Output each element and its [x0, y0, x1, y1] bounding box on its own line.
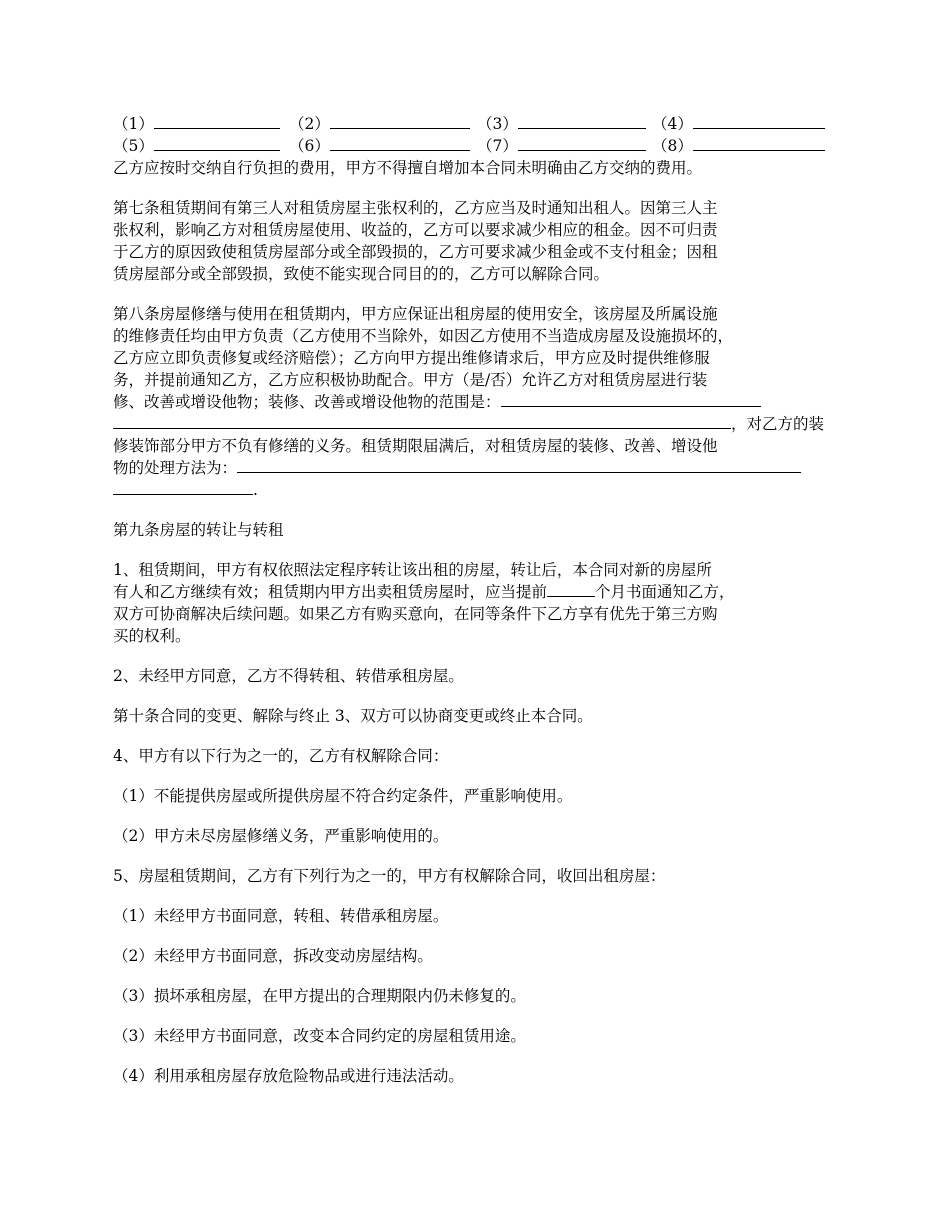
- fee-slot-label: （1）: [113, 115, 154, 133]
- notice-prefix: 有人和乙方继续有效；租赁期内甲方出卖租赁房屋时，应当提前: [113, 583, 548, 601]
- clause-2: 2、未经甲方同意，乙方不得转租、转借承租房屋。: [113, 667, 464, 685]
- clause-1-line: 1、租赁期间，甲方有权依照法定程序转让该出租的房屋，转让后，本合同对新的房屋所: [113, 561, 712, 579]
- fee-slot-4: [652, 113, 832, 135]
- fee-blank-line: [518, 135, 646, 151]
- fee-slot-label: （8）: [652, 137, 693, 155]
- article-7-line: 张权利，影响乙方对租赁房屋使用、收益的，乙方可以要求减少相应的租金。因不可归责: [113, 221, 718, 239]
- clause-1-line: 买的权利。: [113, 627, 191, 645]
- fee-blank-line: [154, 113, 280, 129]
- article-8-line: 修装饰部分甲方不负有修缮的义务。租赁期限届满后，对租赁房屋的装修、改善、增设他: [113, 437, 718, 455]
- disposal-blank: [237, 457, 801, 473]
- article-8-disposal-cont: [113, 479, 840, 501]
- scope-label: 修、改善或增设他物；装修、改善或增设他物的范围是：: [113, 393, 501, 411]
- fee-slot-7: [477, 135, 652, 157]
- article-8-line: 务，并提前通知乙方，乙方应积极协助配合。甲方（是/否）允许乙方对租赁房屋进行装: [113, 371, 708, 389]
- clause-5: 5、房屋租赁期间，乙方有下列行为之一的，甲方有权解除合同，收回出租房屋：: [113, 867, 666, 885]
- disposal-blank-cont: [113, 479, 253, 495]
- notice-months-blank: [547, 581, 595, 597]
- article-7-line: 于乙方的原因致使租赁房屋部分或全部毁损的，乙方可要求减少租金或不支付租金；因租: [113, 243, 718, 261]
- fee-slot-label: （6）: [289, 137, 330, 155]
- fee-blank-line: [330, 135, 470, 151]
- scope-blank: [501, 391, 761, 407]
- clause-1-line: 双方可协商解决后续问题。如果乙方有购买意向，在同等条件下乙方享有优先于第三方购: [113, 605, 718, 623]
- article-7-line: 第七条租赁期间有第三人对租赁房屋主张权利的，乙方应当及时通知出租人。因第三人主: [113, 199, 718, 217]
- article-8-scope-line: [113, 391, 840, 413]
- article-8-line: 第八条房屋修缮与使用在租赁期内，甲方应保证出租房屋的使用安全，该房屋及所属设施: [113, 305, 718, 323]
- clause-5-item: （4）利用承租房屋存放危险物品或进行违法活动。: [113, 1067, 464, 1085]
- clause-5-item: （1）未经甲方书面同意，转租、转借承租房屋。: [113, 907, 449, 925]
- article-7-line: 赁房屋部分或全部毁损，致使不能实现合同目的的，乙方可以解除合同。: [113, 265, 610, 283]
- fee-blank-line: [518, 113, 646, 129]
- fee-slot-label: （5）: [113, 137, 154, 155]
- article-10: 第十条合同的变更、解除与终止 3、双方可以协商变更或终止本合同。: [113, 707, 593, 725]
- fee-blank-row-2: [113, 135, 840, 157]
- article-8-line: 乙方应立即负责修复或经济赔偿）；乙方向甲方提出维修请求后，甲方应及时提供维修服: [113, 349, 710, 367]
- fee-slot-8: [652, 135, 832, 157]
- fee-slot-label: （3）: [477, 115, 518, 133]
- fee-slot-2: [289, 113, 477, 135]
- fee-slot-1: [113, 113, 289, 135]
- fee-blank-line: [330, 113, 470, 129]
- end-mark: .: [253, 481, 258, 499]
- fee-blank-line: [693, 135, 825, 151]
- article-8: [113, 303, 840, 501]
- clause-5-item: （3）损坏承租房屋，在甲方提出的合理期限内仍未修复的。: [113, 987, 526, 1005]
- article-9-title: 第九条房屋的转让与转租: [113, 521, 284, 539]
- notice-suffix: 个月书面通知乙方，: [595, 583, 735, 601]
- fee-slot-3: [477, 113, 652, 135]
- fee-slot-6: [289, 135, 477, 157]
- clause-1: [113, 559, 840, 647]
- clause-4: 4、甲方有以下行为之一的，乙方有权解除合同：: [113, 747, 449, 765]
- fee-blank-line: [693, 113, 825, 129]
- scope-suffix: ，对乙方的装: [731, 415, 825, 433]
- clause-4-item: （2）甲方未尽房屋修缮义务，严重影响使用的。: [113, 827, 449, 845]
- document-page: [113, 113, 840, 1087]
- clause-4-item: （1）不能提供房屋或所提供房屋不符合约定条件，严重影响使用。: [113, 787, 573, 805]
- fee-blank-line: [154, 135, 280, 151]
- disposal-label: 物的处理方法为：: [113, 459, 238, 477]
- scope-blank-cont: [113, 413, 731, 429]
- clause-1-line-notice: [113, 581, 840, 603]
- clause-5-item: （3）未经甲方书面同意，改变本合同约定的房屋租赁用途。: [113, 1027, 526, 1045]
- article-8-disposal-line: [113, 457, 840, 479]
- article-7: [113, 197, 840, 285]
- fee-blank-row-1: [113, 113, 840, 135]
- article-8-line: 的维修责任均由甲方负责（乙方使用不当除外，如因乙方使用不当造成房屋及设施损坏的，: [113, 327, 734, 345]
- article-8-scope-cont: [113, 413, 840, 435]
- fee-slot-label: （7）: [477, 137, 518, 155]
- fee-slot-label: （4）: [652, 115, 693, 133]
- clause-5-item: （2）未经甲方书面同意，拆改变动房屋结构。: [113, 947, 433, 965]
- fee-note: 乙方应按时交纳自行负担的费用，甲方不得擅自增加本合同未明确由乙方交纳的费用。: [113, 159, 703, 177]
- fee-slot-label: （2）: [289, 115, 330, 133]
- fee-slot-5: [113, 135, 289, 157]
